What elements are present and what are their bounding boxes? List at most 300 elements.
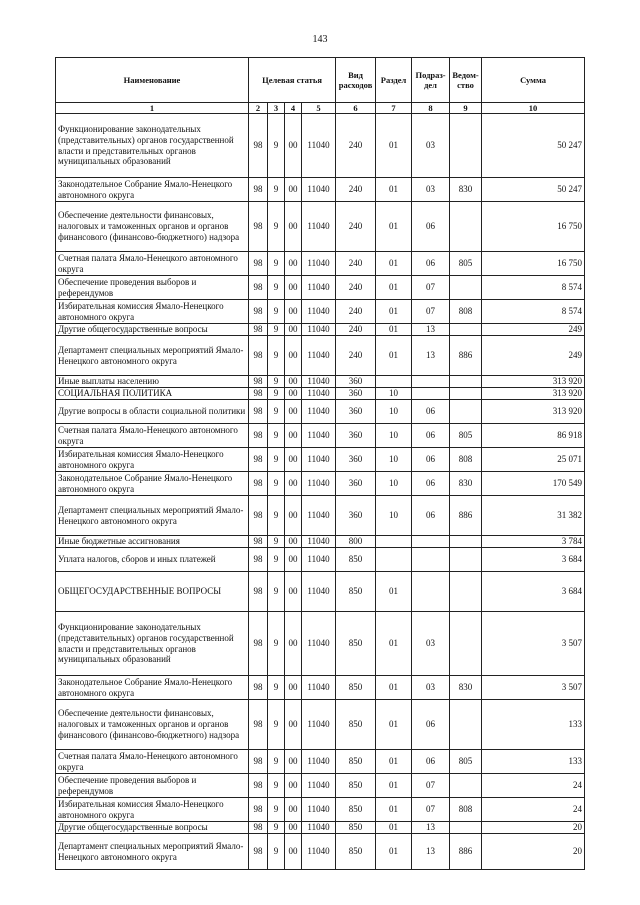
row-target-subprogram: 9 <box>268 822 285 834</box>
row-subsection: 06 <box>412 750 450 774</box>
row-subsection: 06 <box>412 424 450 448</box>
row-target-main: 00 <box>285 252 302 276</box>
row-target-main: 00 <box>285 676 302 700</box>
row-name: Законодательное Собрание Ямало-Ненецкого автономного округа <box>56 472 249 496</box>
row-subsection: 07 <box>412 774 450 798</box>
row-name: ОБЩЕГОСУДАРСТВЕННЫЕ ВОПРОСЫ <box>56 572 249 612</box>
row-subsection <box>412 376 450 388</box>
row-target-main: 00 <box>285 750 302 774</box>
table-row <box>56 676 585 700</box>
row-target-main: 00 <box>285 834 302 870</box>
row-target-program: 98 <box>249 822 268 834</box>
row-section: 10 <box>376 496 412 536</box>
row-target-main: 00 <box>285 376 302 388</box>
row-name: СОЦИАЛЬНАЯ ПОЛИТИКА <box>56 388 249 400</box>
row-target-main: 00 <box>285 178 302 202</box>
row-expense-type: 800 <box>336 536 376 548</box>
row-sum: 50 247 <box>482 114 585 178</box>
row-subsection: 03 <box>412 178 450 202</box>
row-target-main: 00 <box>285 448 302 472</box>
row-target-program: 98 <box>249 700 268 750</box>
row-department <box>450 536 482 548</box>
row-sum: 86 918 <box>482 424 585 448</box>
row-department <box>450 572 482 612</box>
row-name: Законодательное Собрание Ямало-Ненецкого автономного округа <box>56 178 249 202</box>
row-department: 808 <box>450 300 482 324</box>
row-section <box>376 548 412 572</box>
row-target-subprogram: 9 <box>268 114 285 178</box>
row-target-program: 98 <box>249 834 268 870</box>
table-row <box>56 822 585 834</box>
table-row <box>56 400 585 424</box>
row-department <box>450 822 482 834</box>
row-target-program: 98 <box>249 324 268 336</box>
row-sum: 170 549 <box>482 472 585 496</box>
row-target-main: 00 <box>285 336 302 376</box>
row-target-main: 00 <box>285 400 302 424</box>
row-target-main: 00 <box>285 774 302 798</box>
row-section: 01 <box>376 676 412 700</box>
row-department: 808 <box>450 448 482 472</box>
row-expense-type: 360 <box>336 448 376 472</box>
row-department <box>450 324 482 336</box>
table-row <box>56 336 585 376</box>
row-section: 01 <box>376 114 412 178</box>
header-department: Ведом-ство <box>450 58 482 103</box>
row-section: 10 <box>376 424 412 448</box>
row-target-program: 98 <box>249 472 268 496</box>
table-row <box>56 276 585 300</box>
table-row <box>56 536 585 548</box>
row-name: Другие общегосударственные вопросы <box>56 324 249 336</box>
col-number: 1 <box>56 103 249 114</box>
header-subsection: Подраз-дел <box>412 58 450 103</box>
col-number: 4 <box>285 103 302 114</box>
row-target-program: 98 <box>249 750 268 774</box>
table-row <box>56 202 585 252</box>
row-target-subprogram: 9 <box>268 202 285 252</box>
row-subsection <box>412 572 450 612</box>
table-row <box>56 774 585 798</box>
row-department: 830 <box>450 178 482 202</box>
row-target-subprogram: 9 <box>268 834 285 870</box>
row-expense-type: 240 <box>336 178 376 202</box>
col-number: 8 <box>412 103 450 114</box>
row-section: 01 <box>376 700 412 750</box>
row-target-code: 11040 <box>302 202 336 252</box>
row-target-code: 11040 <box>302 252 336 276</box>
row-target-program: 98 <box>249 388 268 400</box>
row-section: 01 <box>376 834 412 870</box>
row-name: Департамент специальных мероприятий Ямало-Ненецкого автономного округа <box>56 834 249 870</box>
row-expense-type: 240 <box>336 276 376 300</box>
row-department <box>450 400 482 424</box>
row-target-program: 98 <box>249 612 268 676</box>
row-target-main: 00 <box>285 536 302 548</box>
row-target-program: 98 <box>249 202 268 252</box>
row-target-code: 11040 <box>302 676 336 700</box>
row-name: Уплата налогов, сборов и иных платежей <box>56 548 249 572</box>
row-name: Иные бюджетные ассигнования <box>56 536 249 548</box>
row-target-subprogram: 9 <box>268 276 285 300</box>
row-target-code: 11040 <box>302 496 336 536</box>
row-subsection: 13 <box>412 324 450 336</box>
row-sum: 50 247 <box>482 178 585 202</box>
table-row <box>56 376 585 388</box>
row-sum: 16 750 <box>482 202 585 252</box>
row-sum: 31 382 <box>482 496 585 536</box>
row-section: 01 <box>376 612 412 676</box>
row-section: 10 <box>376 472 412 496</box>
row-sum: 24 <box>482 798 585 822</box>
row-sum: 3 784 <box>482 536 585 548</box>
row-section: 01 <box>376 798 412 822</box>
row-department <box>450 276 482 300</box>
row-department: 886 <box>450 834 482 870</box>
row-department: 805 <box>450 252 482 276</box>
row-target-code: 11040 <box>302 276 336 300</box>
row-target-code: 11040 <box>302 548 336 572</box>
row-sum: 313 920 <box>482 388 585 400</box>
row-sum: 3 684 <box>482 548 585 572</box>
row-section: 01 <box>376 202 412 252</box>
row-target-code: 11040 <box>302 750 336 774</box>
row-department <box>450 612 482 676</box>
row-sum: 25 071 <box>482 448 585 472</box>
row-target-program: 98 <box>249 114 268 178</box>
row-target-main: 00 <box>285 572 302 612</box>
header-sum: Сумма <box>482 58 585 103</box>
row-expense-type: 850 <box>336 572 376 612</box>
row-target-subprogram: 9 <box>268 424 285 448</box>
row-name: Департамент специальных мероприятий Ямало-Ненецкого автономного округа <box>56 336 249 376</box>
row-section: 10 <box>376 400 412 424</box>
table-row <box>56 472 585 496</box>
row-target-main: 00 <box>285 612 302 676</box>
row-target-main: 00 <box>285 472 302 496</box>
row-target-code: 11040 <box>302 834 336 870</box>
row-target-code: 11040 <box>302 300 336 324</box>
row-department: 805 <box>450 424 482 448</box>
row-target-program: 98 <box>249 424 268 448</box>
row-target-main: 00 <box>285 202 302 252</box>
header-name: Наименование <box>56 58 249 103</box>
row-subsection: 06 <box>412 252 450 276</box>
row-section: 01 <box>376 324 412 336</box>
row-target-subprogram: 9 <box>268 376 285 388</box>
row-sum: 24 <box>482 774 585 798</box>
row-target-program: 98 <box>249 536 268 548</box>
row-name: Счетная палата Ямало-Ненецкого автономного округа <box>56 750 249 774</box>
row-target-subprogram: 9 <box>268 536 285 548</box>
table-row <box>56 496 585 536</box>
row-target-program: 98 <box>249 376 268 388</box>
row-target-code: 11040 <box>302 572 336 612</box>
row-target-program: 98 <box>249 798 268 822</box>
row-target-program: 98 <box>249 252 268 276</box>
row-target-program: 98 <box>249 448 268 472</box>
row-expense-type: 850 <box>336 700 376 750</box>
row-target-program: 98 <box>249 548 268 572</box>
row-target-program: 98 <box>249 676 268 700</box>
row-name: Другие вопросы в области социальной политики <box>56 400 249 424</box>
table-row <box>56 448 585 472</box>
row-target-code: 11040 <box>302 822 336 834</box>
row-target-subprogram: 9 <box>268 798 285 822</box>
row-subsection: 07 <box>412 276 450 300</box>
row-subsection: 06 <box>412 472 450 496</box>
row-expense-type: 360 <box>336 400 376 424</box>
row-name: Законодательное Собрание Ямало-Ненецкого автономного округа <box>56 676 249 700</box>
row-sum: 249 <box>482 336 585 376</box>
row-section: 01 <box>376 252 412 276</box>
row-sum: 3 507 <box>482 612 585 676</box>
table-row <box>56 834 585 870</box>
row-expense-type: 850 <box>336 612 376 676</box>
row-target-subprogram: 9 <box>268 548 285 572</box>
row-sum: 20 <box>482 834 585 870</box>
col-number: 10 <box>482 103 585 114</box>
row-target-subprogram: 9 <box>268 252 285 276</box>
row-target-code: 11040 <box>302 336 336 376</box>
row-subsection <box>412 536 450 548</box>
row-section: 01 <box>376 300 412 324</box>
row-subsection: 03 <box>412 676 450 700</box>
row-target-program: 98 <box>249 572 268 612</box>
row-sum: 133 <box>482 750 585 774</box>
row-section <box>376 536 412 548</box>
row-department <box>450 700 482 750</box>
row-section: 01 <box>376 178 412 202</box>
row-target-subprogram: 9 <box>268 448 285 472</box>
row-target-program: 98 <box>249 276 268 300</box>
row-subsection: 06 <box>412 496 450 536</box>
row-subsection: 06 <box>412 400 450 424</box>
row-sum: 3 684 <box>482 572 585 612</box>
row-target-subprogram: 9 <box>268 774 285 798</box>
row-department <box>450 388 482 400</box>
table-row <box>56 300 585 324</box>
row-name: Избирательная комиссия Ямало-Ненецкого автономного округа <box>56 300 249 324</box>
row-expense-type: 240 <box>336 324 376 336</box>
table-row <box>56 114 585 178</box>
row-department <box>450 114 482 178</box>
row-target-code: 11040 <box>302 472 336 496</box>
header-target: Целевая статья <box>249 58 336 103</box>
header-exp-type: Вид расходов <box>336 58 376 103</box>
row-name: Обеспечение проведения выборов и референдумов <box>56 276 249 300</box>
row-target-subprogram: 9 <box>268 336 285 376</box>
row-target-program: 98 <box>249 496 268 536</box>
row-subsection: 06 <box>412 700 450 750</box>
row-target-subprogram: 9 <box>268 676 285 700</box>
row-department <box>450 774 482 798</box>
row-target-code: 11040 <box>302 400 336 424</box>
row-sum: 20 <box>482 822 585 834</box>
row-target-code: 11040 <box>302 700 336 750</box>
row-expense-type: 240 <box>336 336 376 376</box>
row-expense-type: 360 <box>336 472 376 496</box>
row-target-code: 11040 <box>302 388 336 400</box>
row-subsection: 03 <box>412 114 450 178</box>
row-target-code: 11040 <box>302 376 336 388</box>
row-target-main: 00 <box>285 700 302 750</box>
col-number: 6 <box>336 103 376 114</box>
row-target-code: 11040 <box>302 798 336 822</box>
row-target-subprogram: 9 <box>268 572 285 612</box>
row-section: 01 <box>376 750 412 774</box>
col-number: 5 <box>302 103 336 114</box>
row-sum: 8 574 <box>482 300 585 324</box>
row-name: Иные выплаты населению <box>56 376 249 388</box>
row-department: 886 <box>450 336 482 376</box>
row-name: Обеспечение проведения выборов и референдумов <box>56 774 249 798</box>
row-target-program: 98 <box>249 774 268 798</box>
row-subsection: 06 <box>412 448 450 472</box>
row-section: 01 <box>376 276 412 300</box>
table-row <box>56 612 585 676</box>
row-department: 886 <box>450 496 482 536</box>
row-expense-type: 240 <box>336 300 376 324</box>
row-expense-type: 240 <box>336 252 376 276</box>
col-number: 7 <box>376 103 412 114</box>
row-section <box>376 376 412 388</box>
row-section: 10 <box>376 448 412 472</box>
row-target-main: 00 <box>285 548 302 572</box>
table-row <box>56 178 585 202</box>
row-sum: 3 507 <box>482 676 585 700</box>
row-subsection: 13 <box>412 834 450 870</box>
row-subsection: 03 <box>412 612 450 676</box>
row-department: 830 <box>450 676 482 700</box>
header-section: Раздел <box>376 58 412 103</box>
row-target-main: 00 <box>285 424 302 448</box>
row-section: 01 <box>376 572 412 612</box>
col-number: 9 <box>450 103 482 114</box>
row-target-subprogram: 9 <box>268 400 285 424</box>
row-target-code: 11040 <box>302 178 336 202</box>
row-target-subprogram: 9 <box>268 472 285 496</box>
table-row <box>56 548 585 572</box>
row-name: Избирательная комиссия Ямало-Ненецкого автономного округа <box>56 798 249 822</box>
header-row <box>56 58 585 103</box>
row-target-program: 98 <box>249 336 268 376</box>
row-expense-type: 240 <box>336 114 376 178</box>
row-subsection: 13 <box>412 822 450 834</box>
row-target-subprogram: 9 <box>268 178 285 202</box>
row-target-main: 00 <box>285 798 302 822</box>
table-row <box>56 324 585 336</box>
row-department: 808 <box>450 798 482 822</box>
row-section: 01 <box>376 822 412 834</box>
row-name: Счетная палата Ямало-Ненецкого автономного округа <box>56 424 249 448</box>
row-target-main: 00 <box>285 324 302 336</box>
table-row <box>56 750 585 774</box>
row-name: Обеспечение деятельности финансовых, налоговых и таможенных органов и органов финансового (финансово-бюджетного) надзора <box>56 700 249 750</box>
row-target-code: 11040 <box>302 536 336 548</box>
row-expense-type: 850 <box>336 822 376 834</box>
table-row <box>56 388 585 400</box>
row-expense-type: 850 <box>336 774 376 798</box>
table-body <box>56 114 585 870</box>
row-expense-type: 850 <box>336 798 376 822</box>
row-expense-type: 360 <box>336 376 376 388</box>
table-row <box>56 424 585 448</box>
row-section: 01 <box>376 774 412 798</box>
row-expense-type: 240 <box>336 202 376 252</box>
row-target-code: 11040 <box>302 612 336 676</box>
row-target-program: 98 <box>249 300 268 324</box>
row-target-code: 11040 <box>302 324 336 336</box>
row-name: Другие общегосударственные вопросы <box>56 822 249 834</box>
row-target-subprogram: 9 <box>268 612 285 676</box>
row-target-subprogram: 9 <box>268 700 285 750</box>
row-department <box>450 202 482 252</box>
row-subsection: 07 <box>412 300 450 324</box>
row-target-main: 00 <box>285 276 302 300</box>
row-target-program: 98 <box>249 178 268 202</box>
row-expense-type: 360 <box>336 388 376 400</box>
col-number: 2 <box>249 103 268 114</box>
row-expense-type: 850 <box>336 834 376 870</box>
table-row <box>56 700 585 750</box>
row-name: Избирательная комиссия Ямало-Ненецкого автономного округа <box>56 448 249 472</box>
row-department <box>450 548 482 572</box>
row-target-subprogram: 9 <box>268 388 285 400</box>
row-sum: 313 920 <box>482 376 585 388</box>
col-number: 3 <box>268 103 285 114</box>
row-target-main: 00 <box>285 496 302 536</box>
row-name: Счетная палата Ямало-Ненецкого автономного округа <box>56 252 249 276</box>
table-row <box>56 572 585 612</box>
row-department <box>450 376 482 388</box>
row-expense-type: 360 <box>336 424 376 448</box>
row-department: 805 <box>450 750 482 774</box>
page-number: 143 <box>312 34 328 45</box>
row-sum: 249 <box>482 324 585 336</box>
row-name: Функционирование законодательных (представительных) органов государственной власти и представительных органов муниципальных образований <box>56 612 249 676</box>
row-subsection: 13 <box>412 336 450 376</box>
row-target-main: 00 <box>285 300 302 324</box>
row-target-subprogram: 9 <box>268 750 285 774</box>
row-name: Департамент специальных мероприятий Ямало-Ненецкого автономного округа <box>56 496 249 536</box>
row-expense-type: 850 <box>336 676 376 700</box>
row-target-main: 00 <box>285 822 302 834</box>
row-target-code: 11040 <box>302 114 336 178</box>
row-name: Обеспечение деятельности финансовых, налоговых и таможенных органов и органов финансового (финансово-бюджетного) надзора <box>56 202 249 252</box>
row-section: 10 <box>376 388 412 400</box>
table-row <box>56 252 585 276</box>
row-subsection <box>412 548 450 572</box>
row-target-code: 11040 <box>302 424 336 448</box>
row-subsection: 06 <box>412 202 450 252</box>
row-expense-type: 360 <box>336 496 376 536</box>
row-subsection: 07 <box>412 798 450 822</box>
row-expense-type: 850 <box>336 548 376 572</box>
row-target-code: 11040 <box>302 774 336 798</box>
budget-table <box>55 57 585 870</box>
row-target-code: 11040 <box>302 448 336 472</box>
column-numbers-row <box>56 103 585 114</box>
row-target-program: 98 <box>249 400 268 424</box>
row-sum: 313 920 <box>482 400 585 424</box>
row-target-subprogram: 9 <box>268 300 285 324</box>
row-section: 01 <box>376 336 412 376</box>
row-target-main: 00 <box>285 114 302 178</box>
row-sum: 8 574 <box>482 276 585 300</box>
table-row <box>56 798 585 822</box>
row-target-subprogram: 9 <box>268 324 285 336</box>
